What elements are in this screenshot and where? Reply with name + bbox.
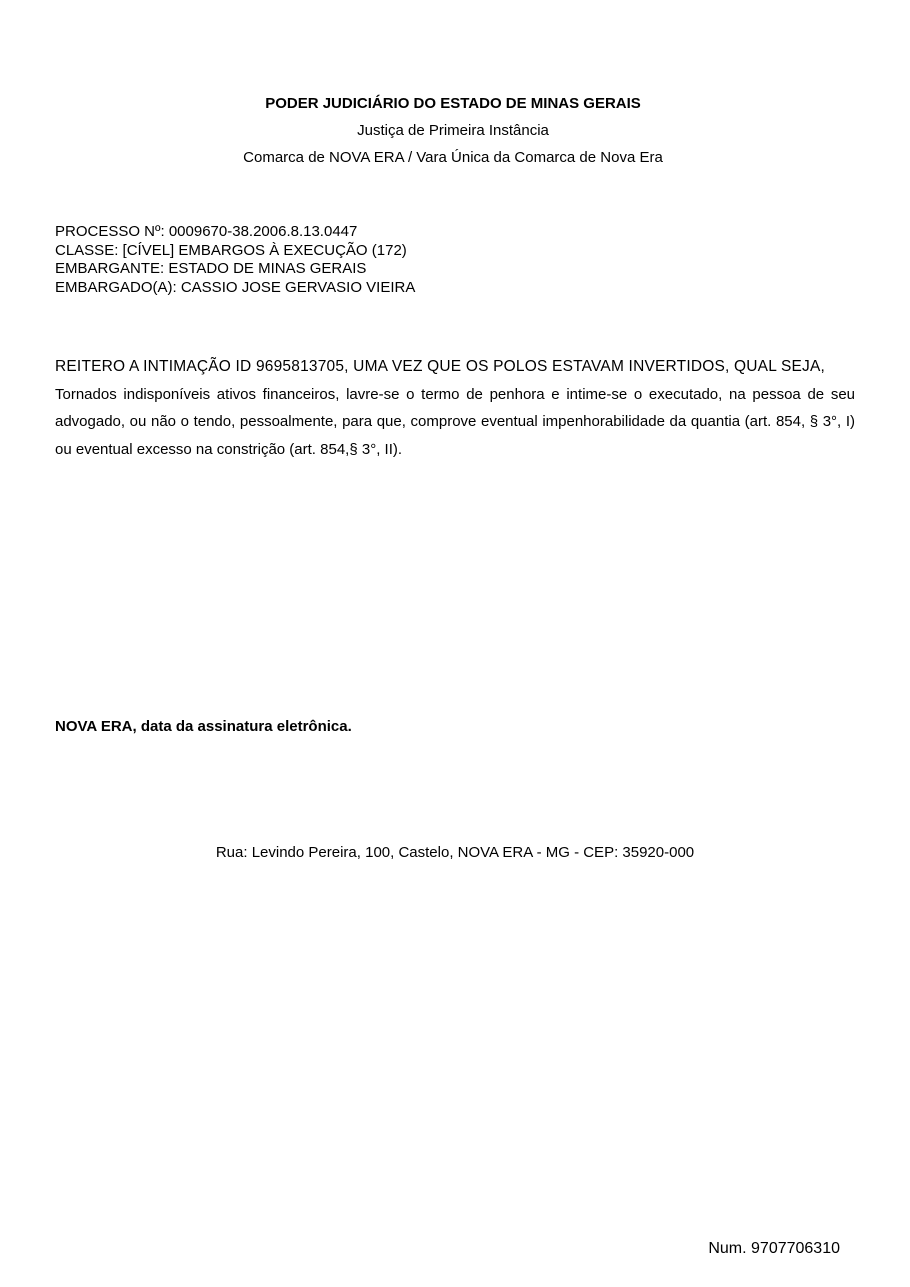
court-title: PODER JUDICIÁRIO DO ESTADO DE MINAS GERAIS <box>265 95 641 112</box>
signature-line: NOVA ERA, data da assinatura eletrônica. <box>55 718 352 735</box>
body-paragraph-order: Tornados indisponíveis ativos financeiros, lavre-se o termo de penhora e intime-se o executado, na pessoa de seu advogado, ou não o tendo, pessoalmente, para que, comprove eventual impenhorabilidade da quantia (art. 854, § 3°, I) ou eventual excesso na constrição (art. 854,§ 3°, II). <box>55 385 855 458</box>
document-number: Num. 9707706310 <box>708 1240 840 1257</box>
court-instance: Justiça de Primeira Instância <box>357 122 549 139</box>
document-body <box>55 353 855 463</box>
court-address: Rua: Levindo Pereira, 100, Castelo, NOVA ERA - MG - CEP: 35920-000 <box>215 844 695 861</box>
process-class: CLASSE: [CÍVEL] EMBARGOS À EXECUÇÃO (172) <box>55 241 407 259</box>
process-info <box>55 223 415 297</box>
document-header <box>0 94 906 168</box>
process-number: PROCESSO Nº: 0009670-38.2006.8.13.0447 <box>55 223 358 240</box>
court-district: Comarca de NOVA ERA / Vara Única da Comarca de Nova Era <box>243 149 663 166</box>
process-plaintiff: EMBARGANTE: ESTADO DE MINAS GERAIS <box>55 260 367 277</box>
body-paragraph-reiteration: REITERO A INTIMAÇÃO ID 9695813705, UMA VEZ QUE OS POLOS ESTAVAM INVERTIDOS, QUAL SEJA, <box>55 358 826 375</box>
process-defendant: EMBARGADO(A): CASSIO JOSE GERVASIO VIEIRA <box>55 278 416 296</box>
